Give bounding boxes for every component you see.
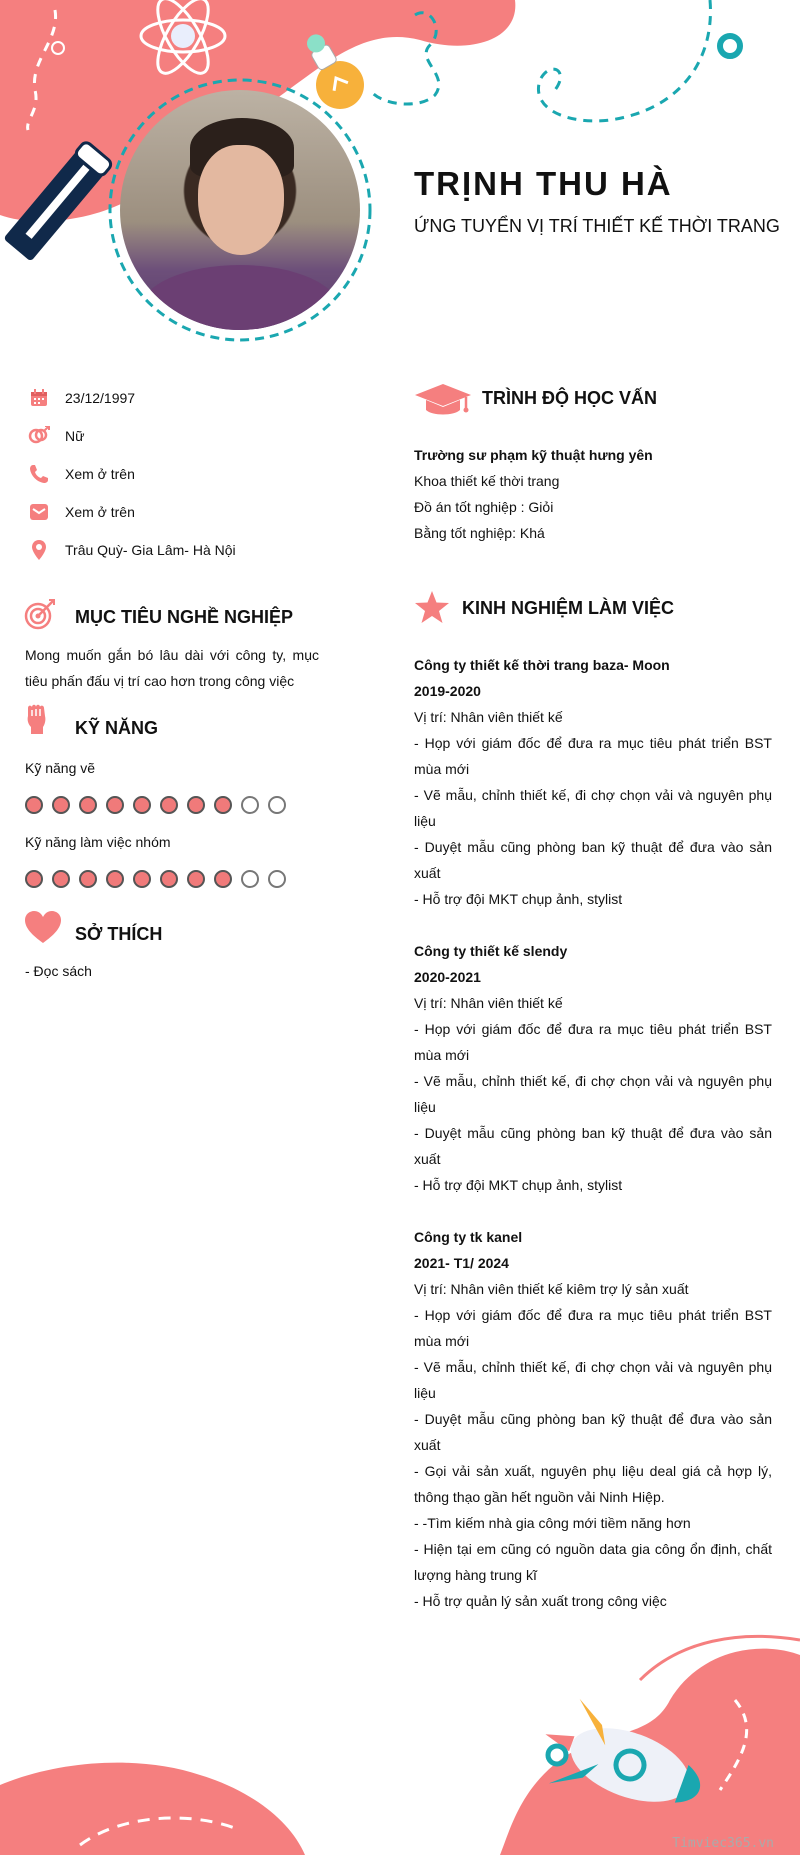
job-role: Vị trí: Nhân viên thiết kế kiêm trợ lý sản xuất xyxy=(414,1281,689,1297)
rating-dot-empty xyxy=(268,870,286,888)
skill-label: Kỹ năng làm việc nhóm xyxy=(25,834,171,850)
heart-icon xyxy=(24,910,62,944)
skill-label: Kỹ năng vẽ xyxy=(25,760,96,776)
phone-value: Xem ở trên xyxy=(65,466,135,482)
rating-dot-filled xyxy=(25,870,43,888)
education-title: TRÌNH ĐỘ HỌC VẤN xyxy=(482,388,657,408)
rating-dot-filled xyxy=(214,796,232,814)
watermark: Timviec365.vn xyxy=(672,1836,774,1851)
bottom-left-blob xyxy=(0,1763,305,1855)
rating-dot-empty xyxy=(268,796,286,814)
job-duty: - Hỗ trợ đội MKT chụp ảnh, stylist xyxy=(414,891,623,907)
teal-ring-top-right xyxy=(720,36,740,56)
candidate-name: TRỊNH THU HÀ xyxy=(414,165,673,202)
skill-rating xyxy=(25,870,286,888)
contact-address xyxy=(28,538,236,562)
job-duty: - Hỗ trợ quản lý sản xuất trong công việc xyxy=(414,1593,667,1609)
experience-title: KINH NGHIỆM LÀM VIỆC xyxy=(462,598,675,618)
job-company: Công ty thiết kế slendy xyxy=(414,943,568,959)
rating-dot-filled xyxy=(52,870,70,888)
fist-icon xyxy=(24,702,50,736)
job-period: 2020-2021 xyxy=(414,969,481,985)
target-icon xyxy=(23,597,57,631)
job-duty: - Họp với giám đốc để đưa ra mục tiêu phát triển BST mùa mới xyxy=(414,735,772,777)
job-duty: - Vẽ mẫu, chỉnh thiết kế, đi chợ chọn vải và nguyên phụ liệu xyxy=(414,1359,772,1401)
dashed-loop-right xyxy=(538,0,710,121)
job-duty: - Duyệt mẫu cũng phòng ban kỹ thuật để đưa vào sản xuất xyxy=(414,839,772,881)
objective-text: Mong muốn gắn bó lâu dài với công ty, mục tiêu phấn đấu vị trí cao hơn trong công việc xyxy=(25,647,319,689)
rating-dot-filled xyxy=(133,796,151,814)
rating-dot-filled xyxy=(52,796,70,814)
job-role: Vị trí: Nhân viên thiết kế xyxy=(414,995,563,1011)
email-icon xyxy=(28,501,50,523)
phone-icon xyxy=(28,463,50,485)
hobbies-text: - Đọc sách xyxy=(25,963,92,979)
rating-dot-filled xyxy=(106,796,124,814)
experience-list xyxy=(414,652,772,1640)
rating-dot-filled xyxy=(160,796,178,814)
education-line: Đồ án tốt nghiệp : Giỏi xyxy=(414,499,554,515)
job-duty: - Hỗ trợ đội MKT chụp ảnh, stylist xyxy=(414,1177,623,1193)
job-duty: - Duyệt mẫu cũng phòng ban kỹ thuật để đưa vào sản xuất xyxy=(414,1125,772,1167)
education-line: Bằng tốt nghiệp: Khá xyxy=(414,525,545,541)
education-details xyxy=(414,442,772,546)
objective-title: MỤC TIÊU NGHỀ NGHIỆP xyxy=(75,607,294,627)
job-role: Vị trí: Nhân viên thiết kế xyxy=(414,709,563,725)
rating-dot-filled xyxy=(187,796,205,814)
job-entry xyxy=(414,938,772,1198)
gender-icon xyxy=(28,425,50,447)
contact-phone xyxy=(28,462,135,486)
skill-rating xyxy=(25,796,286,814)
applied-position: ỨNG TUYỂN VỊ TRÍ THIẾT KẾ THỜI TRANG xyxy=(414,216,780,236)
rating-dot-filled xyxy=(187,870,205,888)
graduation-cap-icon xyxy=(414,382,472,416)
job-company: Công ty tk kanel xyxy=(414,1229,523,1245)
contact-birthday xyxy=(28,386,135,410)
job-entry xyxy=(414,1224,772,1614)
calendar-icon xyxy=(28,387,50,409)
job-duty: - Vẽ mẫu, chỉnh thiết kế, đi chợ chọn vải và nguyên phụ liệu xyxy=(414,787,772,829)
rating-dot-filled xyxy=(106,870,124,888)
skills-title: KỸ NĂNG xyxy=(75,718,159,738)
birthday-value: 23/12/1997 xyxy=(65,390,136,406)
gender-value: Nữ xyxy=(65,428,85,444)
education-line: Khoa thiết kế thời trang xyxy=(414,473,560,489)
rating-dot-empty xyxy=(241,796,259,814)
job-period: 2021- T1/ 2024 xyxy=(414,1255,509,1271)
job-duty: - -Tìm kiếm nhà gia công mới tiềm năng hơn xyxy=(414,1515,691,1531)
contact-email xyxy=(28,500,135,524)
hobbies-title: SỞ THÍCH xyxy=(75,924,163,944)
job-duty: - Vẽ mẫu, chỉnh thiết kế, đi chợ chọn vải và nguyên phụ liệu xyxy=(414,1073,772,1115)
rating-dot-filled xyxy=(214,870,232,888)
rating-dot-empty xyxy=(241,870,259,888)
job-duty: - Gọi vải sản xuất, nguyên phụ liệu deal giá cả hợp lý, thông thạo gần hết nguồn vải Ninh Hiệp. xyxy=(414,1463,772,1505)
school-name: Trường sư phạm kỹ thuật hưng yên xyxy=(414,447,653,463)
rating-dot-filled xyxy=(79,870,97,888)
job-period: 2019-2020 xyxy=(414,683,481,699)
job-entry xyxy=(414,652,772,912)
profile-photo xyxy=(120,90,360,330)
job-company: Công ty thiết kế thời trang baza- Moon xyxy=(414,657,670,673)
job-duty: - Họp với giám đốc để đưa ra mục tiêu phát triển BST mùa mới xyxy=(414,1021,772,1063)
rating-dot-filled xyxy=(79,796,97,814)
contact-gender xyxy=(28,424,84,448)
teal-ring-bottom xyxy=(548,1746,566,1764)
job-duty: - Hiện tại em cũng có nguồn data gia công ổn định, chất lượng hàng trung kĩ xyxy=(414,1541,772,1583)
location-pin-icon xyxy=(28,539,50,561)
email-value: Xem ở trên xyxy=(65,504,135,520)
job-duty: - Họp với giám đốc để đưa ra mục tiêu phát triển BST mùa mới xyxy=(414,1307,772,1349)
rating-dot-filled xyxy=(160,870,178,888)
rating-dot-filled xyxy=(133,870,151,888)
rating-dot-filled xyxy=(25,796,43,814)
job-duty: - Duyệt mẫu cũng phòng ban kỹ thuật để đưa vào sản xuất xyxy=(414,1411,772,1453)
star-icon xyxy=(414,590,450,624)
address-value: Trâu Quỳ- Gia Lâm- Hà Nội xyxy=(65,542,236,558)
